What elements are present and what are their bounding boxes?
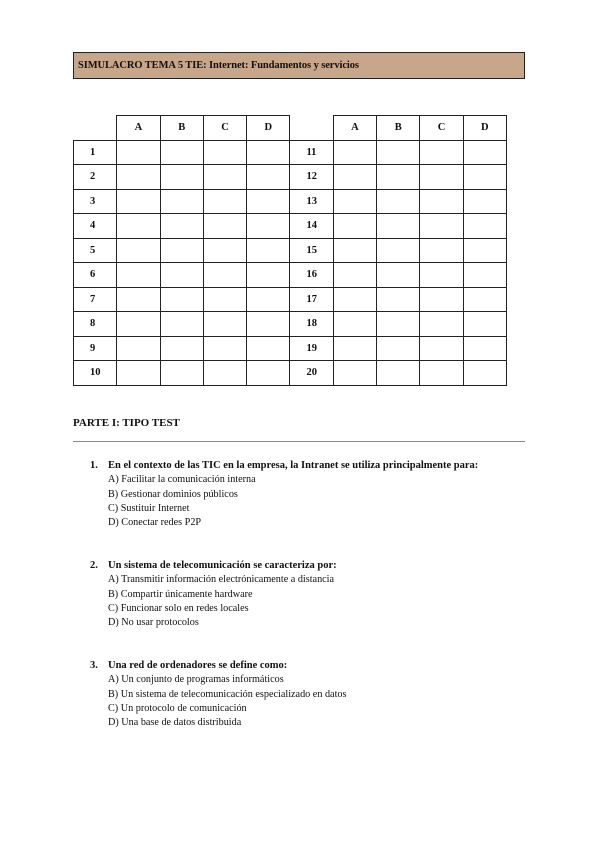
answer-cell-a[interactable]	[333, 140, 376, 165]
answer-cell-d[interactable]	[247, 336, 290, 361]
column-header-b: B	[160, 116, 203, 141]
answer-cell-c[interactable]	[420, 287, 463, 312]
column-header-a: A	[333, 116, 376, 141]
answer-grid-row	[74, 214, 507, 239]
exam-title: SIMULACRO TEMA 5 TIE: Internet: Fundamentos y servicios	[78, 60, 359, 71]
answer-cell-b[interactable]	[377, 214, 420, 239]
question-number: 1.	[90, 460, 98, 471]
answer-cell-a[interactable]	[117, 336, 160, 361]
answer-cell-b[interactable]	[160, 287, 203, 312]
question-number-cell: 4	[74, 214, 117, 239]
answer-option-d: D) Una base de datos distribuida	[108, 717, 242, 729]
question-number-cell: 14	[290, 214, 333, 239]
answer-cell-a[interactable]	[333, 263, 376, 288]
answer-cell-d[interactable]	[247, 214, 290, 239]
answer-cell-c[interactable]	[203, 140, 246, 165]
question-heading	[90, 660, 530, 671]
answer-cell-b[interactable]	[160, 238, 203, 263]
answer-cell-a[interactable]	[333, 336, 376, 361]
answer-cell-b[interactable]	[377, 189, 420, 214]
question-number-cell: 1	[74, 140, 117, 165]
answer-cell-b[interactable]	[377, 361, 420, 386]
answer-cell-d[interactable]	[463, 336, 506, 361]
answer-cell-b[interactable]	[160, 140, 203, 165]
question-number: 3.	[90, 660, 98, 671]
section-divider	[73, 441, 525, 442]
answer-grid-row	[74, 312, 507, 337]
question-text: Un sistema de telecomunicación se caracteriza por:	[108, 560, 337, 571]
answer-cell-d[interactable]	[463, 214, 506, 239]
answer-cell-b[interactable]	[160, 214, 203, 239]
answer-cell-d[interactable]	[247, 287, 290, 312]
answer-cell-d[interactable]	[247, 140, 290, 165]
answer-cell-b[interactable]	[160, 263, 203, 288]
answer-grid-row	[74, 336, 507, 361]
column-header-c: C	[203, 116, 246, 141]
question-number: 2.	[90, 560, 98, 571]
answer-cell-c[interactable]	[203, 238, 246, 263]
question-number-cell: 19	[290, 336, 333, 361]
question-number-cell: 15	[290, 238, 333, 263]
answer-cell-a[interactable]	[117, 263, 160, 288]
exam-title-bar	[73, 52, 525, 79]
column-header-c: C	[420, 116, 463, 141]
answer-cell-c[interactable]	[420, 165, 463, 190]
answer-cell-d[interactable]	[463, 140, 506, 165]
answer-option-c: C) Un protocolo de comunicación	[108, 702, 247, 714]
answer-cell-a[interactable]	[333, 361, 376, 386]
answer-cell-a[interactable]	[333, 165, 376, 190]
answer-option-b: B) Compartir únicamente hardware	[108, 588, 253, 600]
answer-grid-row	[74, 140, 507, 165]
answer-cell-d[interactable]	[247, 361, 290, 386]
answer-cell-c[interactable]	[203, 263, 246, 288]
answer-cell-a[interactable]	[333, 287, 376, 312]
answer-cell-d[interactable]	[463, 287, 506, 312]
question-number-cell: 6	[74, 263, 117, 288]
question-1	[90, 460, 530, 528]
answer-cell-a[interactable]	[333, 238, 376, 263]
answer-cell-b[interactable]	[377, 238, 420, 263]
answer-cell-a[interactable]	[117, 165, 160, 190]
answer-grid-row	[74, 238, 507, 263]
answer-cell-b[interactable]	[377, 165, 420, 190]
answer-grid-row	[74, 165, 507, 190]
answer-cell-a[interactable]	[333, 312, 376, 337]
answer-option-a: A) Transmitir información electrónicamente a distancia	[108, 574, 335, 586]
answer-cell-c[interactable]	[420, 312, 463, 337]
answer-cell-b[interactable]	[160, 312, 203, 337]
answer-option-b: B) Un sistema de telecomunicación especializado en datos	[108, 688, 347, 700]
question-number-cell: 7	[74, 287, 117, 312]
answer-cell-a[interactable]	[117, 238, 160, 263]
answer-cell-d[interactable]	[463, 312, 506, 337]
question-heading	[90, 460, 530, 471]
answer-cell-c[interactable]	[420, 189, 463, 214]
answer-cell-c[interactable]	[420, 336, 463, 361]
column-header-d: D	[247, 116, 290, 141]
answer-cell-b[interactable]	[160, 189, 203, 214]
question-2	[90, 560, 530, 628]
answer-cell-c[interactable]	[203, 165, 246, 190]
question-number-cell: 17	[290, 287, 333, 312]
answer-cell-b[interactable]	[377, 312, 420, 337]
answer-cell-a[interactable]	[117, 361, 160, 386]
question-number-cell: 16	[290, 263, 333, 288]
answer-grid-row	[74, 287, 507, 312]
question-number-cell: 11	[290, 140, 333, 165]
answer-cell-c[interactable]	[420, 140, 463, 165]
question-number-cell: 9	[74, 336, 117, 361]
answer-cell-b[interactable]	[377, 336, 420, 361]
answer-cell-d[interactable]	[247, 189, 290, 214]
answer-cell-a[interactable]	[333, 214, 376, 239]
answer-option-c: C) Funcionar solo en redes locales	[108, 602, 249, 614]
answer-cell-d[interactable]	[463, 361, 506, 386]
question-number-cell: 10	[74, 361, 117, 386]
answer-grid-body	[74, 140, 507, 385]
answer-cell-c[interactable]	[203, 312, 246, 337]
answer-cell-b[interactable]	[160, 361, 203, 386]
answer-option-d: D) Conectar redes P2P	[108, 517, 202, 529]
answer-cell-c[interactable]	[420, 214, 463, 239]
question-number-cell: 5	[74, 238, 117, 263]
answer-cell-b[interactable]	[160, 165, 203, 190]
answer-cell-c[interactable]	[203, 189, 246, 214]
answer-cell-d[interactable]	[463, 263, 506, 288]
answer-cell-c[interactable]	[203, 287, 246, 312]
answer-cell-c[interactable]	[203, 214, 246, 239]
answer-cell-c[interactable]	[420, 238, 463, 263]
answer-option-c: C) Sustituir Internet	[108, 502, 190, 514]
question-number-cell: 2	[74, 165, 117, 190]
answer-cell-d[interactable]	[463, 165, 506, 190]
answer-cell-a[interactable]	[333, 189, 376, 214]
answer-grid-row	[74, 361, 507, 386]
answer-cell-c[interactable]	[203, 361, 246, 386]
column-header-d: D	[463, 116, 506, 141]
answer-option-a: A) Facilitar la comunicación interna	[108, 474, 256, 486]
answer-cell-d[interactable]	[247, 238, 290, 263]
answer-cell-a[interactable]	[117, 312, 160, 337]
answer-cell-c[interactable]	[203, 336, 246, 361]
answer-grid-row	[74, 189, 507, 214]
question-number-cell: 13	[290, 189, 333, 214]
answer-cell-c[interactable]	[420, 263, 463, 288]
answer-cell-b[interactable]	[160, 336, 203, 361]
answer-grid-row	[74, 263, 507, 288]
answer-cell-d[interactable]	[247, 165, 290, 190]
question-text: Una red de ordenadores se define como:	[108, 660, 288, 671]
question-text: En el contexto de las TIC en la empresa, la Intranet se utiliza principalmente para:	[108, 460, 479, 471]
question-number-cell: 8	[74, 312, 117, 337]
answer-cell-a[interactable]	[117, 189, 160, 214]
answer-cell-c[interactable]	[420, 361, 463, 386]
answer-cell-a[interactable]	[117, 214, 160, 239]
answer-grid	[73, 115, 507, 386]
answer-cell-b[interactable]	[377, 287, 420, 312]
grid-middle-header-cell	[290, 116, 333, 141]
answer-cell-d[interactable]	[463, 238, 506, 263]
answer-cell-a[interactable]	[117, 140, 160, 165]
column-header-b: B	[377, 116, 420, 141]
column-header-a: A	[117, 116, 160, 141]
answer-option-a: A) Un conjunto de programas informáticos	[108, 674, 284, 686]
question-number-cell: 20	[290, 361, 333, 386]
grid-corner-cell	[74, 116, 117, 141]
answer-cell-d[interactable]	[247, 312, 290, 337]
answer-cell-b[interactable]	[377, 263, 420, 288]
question-heading	[90, 560, 530, 571]
question-number-cell: 3	[74, 189, 117, 214]
answer-option-d: D) No usar protocolos	[108, 617, 199, 629]
answer-cell-b[interactable]	[377, 140, 420, 165]
answer-cell-d[interactable]	[247, 263, 290, 288]
answer-cell-a[interactable]	[117, 287, 160, 312]
part-title: PARTE I: TIPO TEST	[73, 417, 180, 429]
answer-cell-d[interactable]	[463, 189, 506, 214]
question-number-cell: 18	[290, 312, 333, 337]
answer-grid-header-row	[74, 116, 507, 141]
question-3	[90, 660, 530, 728]
question-number-cell: 12	[290, 165, 333, 190]
answer-option-b: B) Gestionar dominios públicos	[108, 488, 238, 500]
